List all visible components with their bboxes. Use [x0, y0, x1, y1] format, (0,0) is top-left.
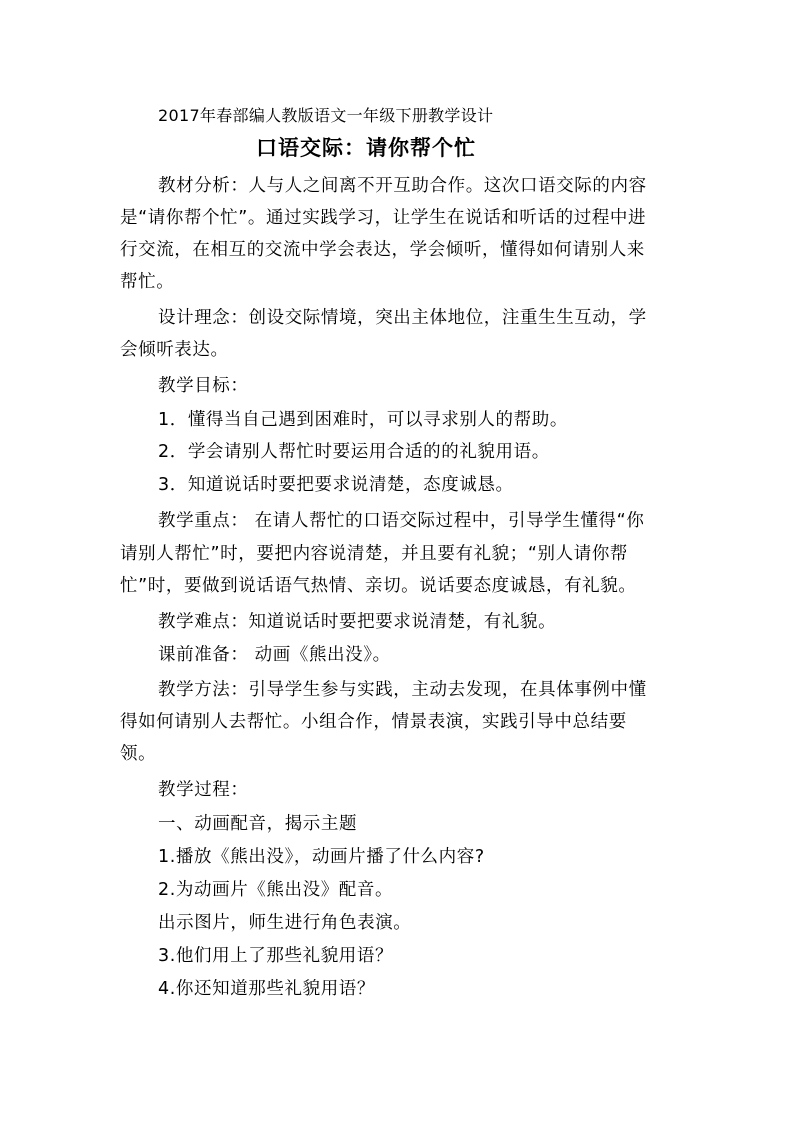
section-heading: 教学目标：	[158, 376, 249, 396]
body-line: 设计理念：创设交际情境，突出主体地位，注重生生互动，学	[158, 308, 647, 328]
body-line: 是“请你帮个忙”。通过实践学习，让学生在说话和听话的过程中进	[120, 208, 647, 228]
list-item: 1.播放《熊出没》，动画片播了什么内容?	[158, 847, 485, 867]
list-item: 2．学会请别人帮忙时要运用合适的的礼貌用语。	[158, 442, 550, 462]
list-item: 3.他们用上了那些礼貌用语？	[158, 946, 394, 966]
section-heading: 教学过程：	[158, 780, 249, 800]
body-line: 行交流，在相互的交流中学会表达，学会倾听，懂得如何请别人来	[120, 240, 645, 260]
list-item: 3．知道说话时要把要求说清楚，态度诚恳。	[158, 475, 514, 495]
body-line: 教学方法：引导学生参与实践，主动去发现，在具体事例中懂	[158, 680, 647, 700]
body-line: 教材分析：人与人之间离不开互助合作。这次口语交际的内容	[158, 176, 647, 196]
body-line: 教学重点： 在请人帮忙的口语交际过程中，引导学生懂得“你	[158, 511, 645, 531]
body-line: 得如何请别人去帮忙。小组合作，情景表演，实践引导中总结要	[120, 712, 627, 732]
list-item: 1．懂得当自己遇到困难时，可以寻求别人的帮助。	[158, 410, 568, 430]
document-title: 口语交际：请你帮个忙	[256, 135, 476, 160]
body-line: 会倾听表达。	[120, 340, 229, 360]
body-line: 教学难点：知道说话时要把要求说清楚，有礼貌。	[158, 612, 557, 632]
body-line: 请别人帮忙”时，要把内容说清楚，并且要有礼貌；“别人请你帮	[120, 544, 629, 564]
body-line: 出示图片，师生进行角色表演。	[158, 913, 412, 933]
list-item: 2.为动画片《熊出没》配音。	[158, 880, 394, 900]
body-line: 领。	[120, 744, 157, 764]
section-heading: 一、动画配音，揭示主题	[158, 814, 358, 834]
body-line: 忙”时，要做到说话语气热情、亲切。说话要态度诚恳，有礼貌。	[120, 576, 637, 596]
body-line: 课前准备： 动画《熊出没》。	[158, 645, 391, 665]
document-header: 2017年春部编人教版语文一年级下册教学设计	[158, 106, 494, 125]
body-line: 帮忙。	[120, 272, 175, 292]
list-item: 4.你还知道那些礼貌用语？	[158, 979, 375, 999]
